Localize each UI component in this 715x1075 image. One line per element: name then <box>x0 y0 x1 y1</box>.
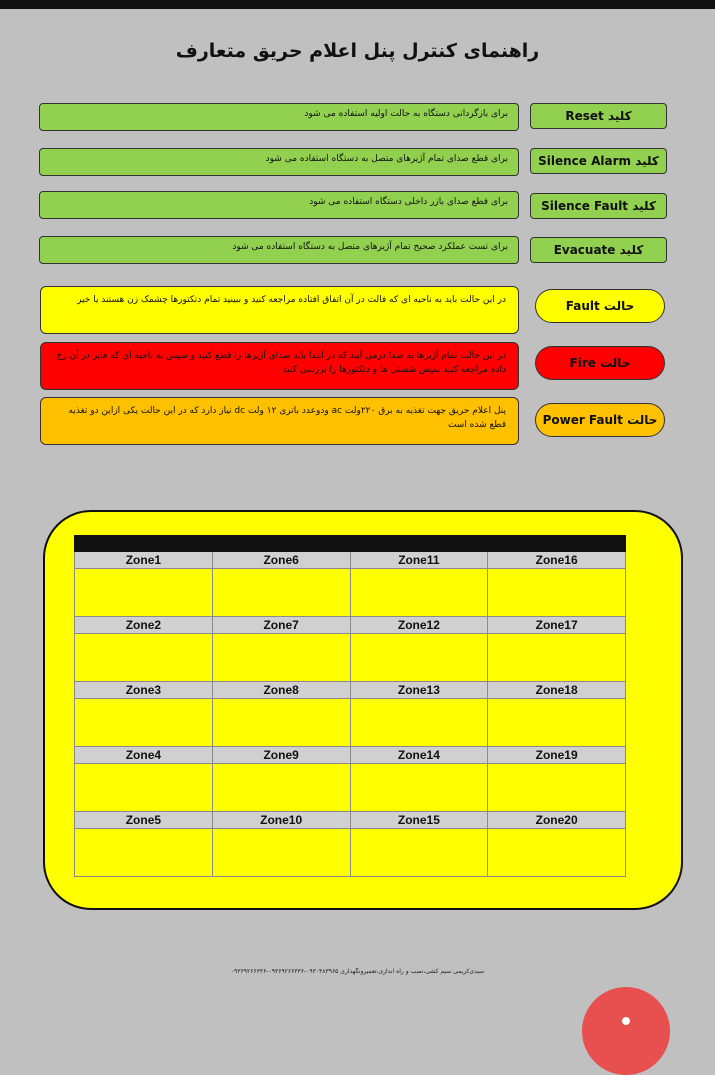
zone-label: Zone5 <box>75 812 213 829</box>
zone-cell <box>488 569 626 617</box>
zone-cell <box>212 699 350 747</box>
zone-cell <box>75 569 213 617</box>
header-cell <box>75 536 213 552</box>
zone-label-row <box>75 812 626 829</box>
zone-cell <box>212 829 350 877</box>
zone-label-row <box>75 747 626 764</box>
state-fault-label: حالت Fault <box>535 289 665 323</box>
zone-cell <box>75 829 213 877</box>
zone-label: Zone17 <box>488 617 626 634</box>
zone-label: Zone9 <box>212 747 350 764</box>
key-reset-description: برای بازگردانی دستگاه به حالت اولیه استفاده می شود <box>39 103 519 131</box>
key-reset-label: کلید Reset <box>530 103 667 129</box>
zone-cell <box>488 634 626 682</box>
state-fire-description: در این حالت تمام آژیرها به صدا درمی آیند که در ابتدا باید صدای آژیرها را قطع کنید و سپس به ناحیه ای که فایر در آن رخ داده مراجعه کنید سپس شستی ها و دتکتورها را بررسی کنید <box>40 342 519 390</box>
zone-table <box>74 535 626 877</box>
zone-label: Zone18 <box>488 682 626 699</box>
zone-cell <box>212 634 350 682</box>
zone-cell <box>350 829 488 877</box>
zone-label: Zone20 <box>488 812 626 829</box>
zone-blank-row <box>75 634 626 682</box>
zone-label: Zone4 <box>75 747 213 764</box>
zone-label-row <box>75 552 626 569</box>
zone-label: Zone14 <box>350 747 488 764</box>
zone-label: Zone16 <box>488 552 626 569</box>
state-fire-label: حالت Fire <box>535 346 665 380</box>
footer-contact: سیدی‌کریمی سیم کشی،نصب و راه اندازی،تعمیرونگهداری ۰۹۳۰۴۸۳۹۶۵-۰۹۳۶۹۲۶۶۳۳۶-۰۹۳۶۹۲۶۶۳۳۶ <box>230 968 485 975</box>
zone-blank-row <box>75 699 626 747</box>
zone-label: Zone10 <box>212 812 350 829</box>
zone-table-header <box>75 536 626 552</box>
zone-cell <box>488 699 626 747</box>
zone-cell <box>350 699 488 747</box>
zone-blank-row <box>75 829 626 877</box>
zone-cell <box>350 764 488 812</box>
zone-label: Zone2 <box>75 617 213 634</box>
key-silence-fault-label: کلید Silence Fault <box>530 193 667 219</box>
zone-cell <box>212 569 350 617</box>
zone-cell <box>75 764 213 812</box>
zone-label: Zone8 <box>212 682 350 699</box>
zone-cell <box>488 829 626 877</box>
zone-label-row <box>75 617 626 634</box>
zone-label-row <box>75 682 626 699</box>
state-power-fault-description: پنل اعلام حریق جهت تغذیه به برق ۲۲۰ولت ac ودوعدد باتری ۱۲ ولت dc نیاز دارد که در این حالت یکی ازاین دو تغذیه قطع شده است <box>40 397 519 445</box>
header-cell <box>488 536 626 552</box>
key-silence-fault-description: برای قطع صدای بازر داخلی دستگاه استفاده می شود <box>39 191 519 219</box>
key-evacuate-label: کلید Evacuate <box>530 237 667 263</box>
zone-blank-row <box>75 569 626 617</box>
key-silence-alarm-label: کلید Silence Alarm <box>530 148 667 174</box>
fab-icon <box>622 1017 630 1025</box>
zone-label: Zone13 <box>350 682 488 699</box>
top-status-bar <box>0 0 715 9</box>
zone-label: Zone15 <box>350 812 488 829</box>
zone-label: Zone3 <box>75 682 213 699</box>
zone-cell <box>75 699 213 747</box>
key-evacuate-description: برای تست عملکرد صحیح تمام آژیرهای متصل به دستگاه استفاده می شود <box>39 236 519 264</box>
zone-label: Zone11 <box>350 552 488 569</box>
header-cell <box>350 536 488 552</box>
zone-label: Zone12 <box>350 617 488 634</box>
state-fault-description: در این حالت باید به ناحیه ای که فالت در آن اتفاق افتاده مراجعه کنید و ببینید تمام دتکتورها چشمک زن هستند یا خیر <box>40 286 519 334</box>
zone-label: Zone7 <box>212 617 350 634</box>
zone-cell <box>350 634 488 682</box>
state-power-fault-label: حالت Power Fault <box>535 403 665 437</box>
zone-cell <box>350 569 488 617</box>
zone-blank-row <box>75 764 626 812</box>
zone-cell <box>488 764 626 812</box>
page-title: راهنمای کنترل پنل اعلام حریق متعارف <box>175 40 540 62</box>
zone-cell <box>75 634 213 682</box>
zone-cell <box>212 764 350 812</box>
floating-action-button[interactable] <box>582 987 670 1075</box>
zone-label: Zone1 <box>75 552 213 569</box>
zone-label: Zone6 <box>212 552 350 569</box>
header-cell <box>212 536 350 552</box>
zone-label: Zone19 <box>488 747 626 764</box>
key-silence-alarm-description: برای قطع صدای تمام آژیرهای متصل به دستگاه استفاده می شود <box>39 148 519 176</box>
